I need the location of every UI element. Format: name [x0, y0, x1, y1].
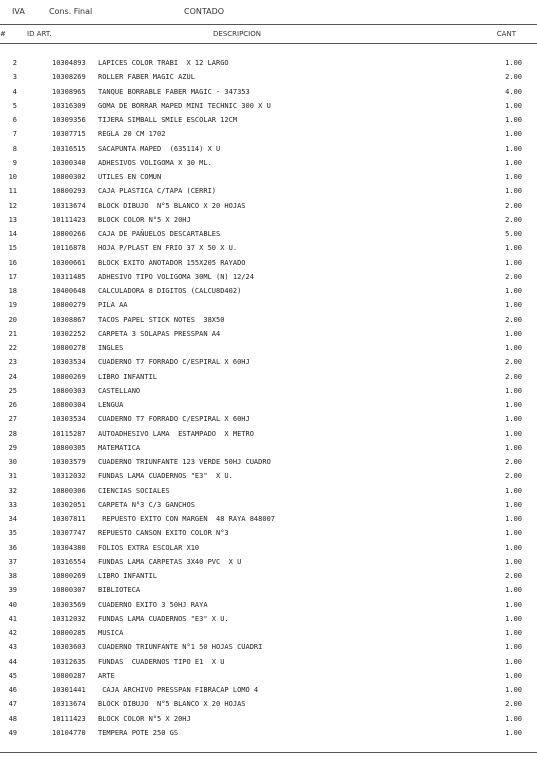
table-row [0, 341, 537, 355]
row-quantity: 1.00 [505, 244, 522, 253]
row-id: 10304893 [52, 59, 86, 67]
row-description: ADHESIVO TIPO VOLIGOMA 30ML (N) 12/24 [98, 272, 254, 281]
row-quantity: 2.00 [505, 472, 522, 481]
row-id: 10300340 [52, 158, 86, 167]
table-row [0, 484, 537, 498]
table-row [0, 99, 537, 113]
row-description: CALCULADORA 8 DIGITOS (CALCU8D402) [98, 287, 242, 295]
row-number: 16 [8, 258, 17, 267]
row-quantity: 1.00 [505, 543, 522, 552]
row-number: 27 [8, 415, 17, 424]
row-description: AUTOADHESIVO LAMA ESTAMPADO X METRO [98, 429, 254, 438]
table-row [0, 469, 537, 483]
table-header [0, 24, 537, 44]
row-id: 10111423 [52, 215, 86, 224]
row-id: 10400648 [52, 287, 86, 295]
row-description: TEMPERA POTE 250 GS [98, 728, 179, 737]
bottom-divider [0, 752, 537, 753]
table-row [0, 213, 537, 227]
row-id: 10800287 [52, 671, 86, 680]
table-row [0, 355, 537, 369]
table-row [0, 583, 537, 597]
row-id: 10302051 [52, 500, 86, 509]
row-number: 11 [8, 187, 17, 196]
row-number: 17 [8, 272, 17, 281]
row-description: TACOS PAPEL STICK NOTES 38X50 [98, 315, 225, 324]
row-number: 9 [12, 158, 17, 167]
row-id: 10312635 [52, 657, 86, 666]
row-quantity: 2.00 [505, 372, 522, 381]
row-id: 10111423 [52, 714, 86, 723]
invoice-top-line [0, 0, 537, 22]
row-number: 49 [8, 728, 17, 737]
row-id: 10313674 [52, 201, 86, 210]
table-row [0, 170, 537, 184]
row-description: ARTE [98, 671, 115, 680]
row-quantity: 1.00 [505, 600, 522, 609]
table-row [0, 655, 537, 669]
row-quantity: 1.00 [505, 443, 522, 452]
row-quantity: 1.00 [505, 301, 522, 310]
row-description: BLOCK DIBUJO N°5 BLANCO X 20 HOJAS [98, 201, 246, 210]
row-quantity: 1.00 [505, 629, 522, 637]
row-quantity: 1.00 [505, 586, 522, 595]
table-row [0, 56, 537, 70]
row-description: PILA AA [98, 301, 128, 310]
row-number: 39 [8, 586, 17, 595]
table-row [0, 683, 537, 697]
table-row [0, 270, 537, 284]
row-quantity: 2.00 [505, 201, 522, 210]
row-quantity: 2.00 [505, 458, 522, 466]
row-description: GOMA DE BORRAR MAPED MINI TECHNIC 300 X U [98, 101, 271, 110]
items-table [0, 56, 537, 740]
row-description: BLOCK EXITO ANOTADOR 155X205 RAYADO [98, 258, 246, 267]
row-id: 10800293 [52, 187, 86, 196]
row-description: BLOCK DIBUJO N°5 BLANCO X 20 HOJAS [98, 700, 246, 709]
table-row [0, 598, 537, 612]
row-quantity: 1.00 [505, 557, 522, 566]
row-id: 10800278 [52, 344, 86, 352]
row-quantity: 1.00 [505, 187, 522, 196]
row-description: LIBRO INFANTIL [98, 572, 158, 580]
row-description: CUADERNO T7 FORRADO C/ESPIRAL X 60HJ [98, 358, 250, 367]
row-number: 21 [8, 329, 17, 338]
row-description: CAJA PLASTICA C/TAPA (CERRI) [98, 187, 217, 196]
row-number: 37 [8, 557, 17, 566]
row-id: 10302252 [52, 329, 86, 338]
row-id: 10800306 [52, 486, 86, 495]
row-number: 6 [12, 116, 17, 124]
row-number: 40 [8, 600, 17, 609]
table-row [0, 70, 537, 84]
table-row [0, 412, 537, 426]
row-quantity: 2.00 [505, 572, 522, 580]
row-id: 10104770 [52, 728, 86, 737]
row-description: TANQUE BORRABLE FABER MAGIC - 347353 [98, 87, 250, 96]
row-number: 13 [8, 215, 17, 224]
row-description: CUADERNO TRIUNFANTE 123 VERDE 50HJ CUADRO [98, 458, 271, 466]
row-quantity: 2.00 [505, 700, 522, 709]
row-number: 29 [8, 443, 17, 452]
row-quantity: 1.00 [505, 643, 522, 652]
row-description: REPUESTO EXITO CON MARGEN 48 RAYA 848007 [98, 515, 276, 523]
row-quantity: 1.00 [505, 344, 522, 352]
row-number: 34 [8, 515, 17, 523]
row-id: 10800302 [52, 173, 86, 181]
header-desc: DESCRIPCION [213, 30, 261, 38]
row-number: 36 [8, 543, 17, 552]
row-id: 10308965 [52, 87, 86, 96]
row-number: 43 [8, 643, 17, 652]
row-description: CUADERNO T7 FORRADO C/ESPIRAL X 60HJ [98, 415, 250, 424]
row-description: ADHESIVOS VOLIGOMA X 30 ML. [98, 158, 212, 167]
row-number: 33 [8, 500, 17, 509]
row-quantity: 1.00 [505, 386, 522, 395]
row-id: 10307715 [52, 130, 86, 139]
row-description: FUNDAS LAMA CUADERNOS "E3" X U. [98, 614, 229, 623]
row-number: 24 [8, 372, 17, 381]
table-row [0, 370, 537, 384]
row-description: MUSICA [98, 629, 124, 637]
row-description: INGLES [98, 344, 124, 352]
table-row [0, 156, 537, 170]
row-quantity: 2.00 [505, 215, 522, 224]
payment-type: CONTADO [184, 7, 225, 16]
header-num: # [0, 30, 6, 38]
row-description: ROLLER FABER MAGIC AZUL [98, 73, 195, 82]
table-row [0, 441, 537, 455]
row-quantity: 1.00 [505, 116, 522, 124]
row-description: CARPETA 3 SOLAPAS PRESSPAN A4 [98, 329, 221, 338]
row-number: 31 [8, 472, 17, 481]
row-description: CIENCIAS SOCIALES [98, 486, 170, 495]
row-number: 30 [8, 458, 17, 466]
row-number: 25 [8, 386, 17, 395]
row-number: 18 [8, 287, 17, 295]
row-quantity: 1.00 [505, 429, 522, 438]
row-number: 14 [8, 230, 17, 238]
row-quantity: 1.00 [505, 515, 522, 523]
table-row [0, 612, 537, 626]
row-number: 41 [8, 614, 17, 623]
row-id: 10309356 [52, 116, 86, 124]
table-row [0, 555, 537, 569]
table-row [0, 626, 537, 640]
row-id: 10308269 [52, 73, 86, 82]
table-row [0, 142, 537, 156]
row-number: 22 [8, 344, 17, 352]
row-quantity: 1.00 [505, 686, 522, 694]
row-id: 10316309 [52, 101, 86, 110]
row-id: 10312032 [52, 614, 86, 623]
row-id: 10303569 [52, 600, 86, 609]
row-id: 10307747 [52, 529, 86, 538]
row-number: 44 [8, 657, 17, 666]
row-id: 10303534 [52, 358, 86, 367]
row-id: 10316515 [52, 144, 86, 153]
row-description: CARPETA N°3 C/3 GANCHOS [98, 500, 195, 509]
row-description: BIBLIOTECA [98, 586, 141, 595]
row-id: 10800285 [52, 629, 86, 637]
row-description: REGLA 20 CM 1702 [98, 130, 166, 139]
row-description: LENGUA [98, 401, 124, 409]
row-description: UTILES EN COMUN [98, 173, 162, 181]
row-number: 42 [8, 629, 17, 637]
row-description: CAJA DE PAÑUELOS DESCARTABLES [98, 230, 221, 238]
table-row [0, 427, 537, 441]
row-id: 10800304 [52, 401, 86, 409]
row-id: 10311485 [52, 272, 86, 281]
row-number: 28 [8, 429, 17, 438]
row-id: 10300661 [52, 258, 86, 267]
row-description: SACAPUNTA MAPED (635114) X U [98, 144, 221, 153]
table-row [0, 227, 537, 241]
table-row [0, 113, 537, 127]
row-id: 10800307 [52, 586, 86, 595]
row-quantity: 1.00 [505, 415, 522, 424]
row-id: 10800266 [52, 230, 86, 238]
row-id: 10116878 [52, 244, 86, 253]
table-row [0, 256, 537, 270]
row-id: 10316554 [52, 557, 86, 566]
row-number: 23 [8, 358, 17, 367]
row-number: 26 [8, 401, 17, 409]
row-number: 10 [8, 173, 17, 181]
row-number: 4 [12, 87, 17, 96]
row-id: 10800269 [52, 572, 86, 580]
row-quantity: 1.00 [505, 173, 522, 181]
row-id: 10800279 [52, 301, 86, 310]
row-number: 3 [12, 73, 17, 82]
row-id: 10303603 [52, 643, 86, 652]
row-quantity: 1.00 [505, 500, 522, 509]
table-row [0, 712, 537, 726]
row-quantity: 2.00 [505, 73, 522, 82]
table-row [0, 569, 537, 583]
table-row [0, 512, 537, 526]
row-description: CUADERNO EXITO 3 50HJ RAYA [98, 600, 208, 609]
row-number: 35 [8, 529, 17, 538]
row-description: LIBRO INFANTIL [98, 372, 158, 381]
row-id: 10304380 [52, 543, 86, 552]
row-description: FOLIOS EXTRA ESCOLAR X10 [98, 543, 200, 552]
table-row [0, 127, 537, 141]
table-row [0, 199, 537, 213]
header-id: ID ART. [27, 30, 52, 38]
row-number: 5 [12, 101, 17, 110]
row-number: 45 [8, 671, 17, 680]
table-row [0, 398, 537, 412]
row-number: 32 [8, 486, 17, 495]
row-number: 2 [12, 59, 17, 67]
table-row [0, 455, 537, 469]
table-row [0, 85, 537, 99]
row-quantity: 1.00 [505, 329, 522, 338]
row-id: 10308867 [52, 315, 86, 324]
row-number: 7 [12, 130, 17, 139]
row-id: 10800305 [52, 443, 86, 452]
row-quantity: 1.00 [505, 529, 522, 538]
row-id: 10800269 [52, 372, 86, 381]
table-row [0, 184, 537, 198]
row-quantity: 1.00 [505, 59, 522, 67]
row-number: 12 [8, 201, 17, 210]
table-row [0, 640, 537, 654]
row-quantity: 2.00 [505, 315, 522, 324]
row-description: BLOCK COLOR N°5 X 20HJ [98, 714, 191, 723]
row-number: 48 [8, 714, 17, 723]
table-row [0, 669, 537, 683]
row-id: 10303579 [52, 458, 86, 466]
table-row [0, 541, 537, 555]
row-description: TIJERA SIMBALL SMILE ESCOLAR 12CM [98, 116, 238, 124]
row-quantity: 1.00 [505, 144, 522, 153]
row-description: FUNDAS CUADERNOS TIPO E1 X U [98, 657, 225, 666]
row-number: 8 [12, 144, 17, 153]
row-quantity: 1.00 [505, 486, 522, 495]
row-description: CAJA ARCHIVO PRESSPAN FIBRACAP LOMO 4 [98, 686, 259, 694]
row-quantity: 1.00 [505, 728, 522, 737]
row-id: 10312032 [52, 472, 86, 481]
table-row [0, 284, 537, 298]
row-description: FUNDAS LAMA CARPETAS 3X40 PVC X U [98, 557, 242, 566]
row-number: 20 [8, 315, 17, 324]
header-qty: CANT [496, 30, 516, 38]
row-id: 10303534 [52, 415, 86, 424]
row-number: 19 [8, 301, 17, 310]
table-row [0, 498, 537, 512]
row-quantity: 2.00 [505, 358, 522, 367]
table-row [0, 697, 537, 711]
row-quantity: 1.00 [505, 614, 522, 623]
row-description: CASTELLANO [98, 386, 141, 395]
tax-condition: Cons. Final [49, 7, 93, 16]
row-quantity: 4.00 [505, 87, 522, 96]
row-number: 46 [8, 686, 17, 694]
row-description: HOJA P/PLAST EN FRIO 37 X 50 X U. [98, 244, 238, 253]
row-number: 15 [8, 244, 17, 253]
row-id: 10301441 [52, 686, 86, 694]
table-row [0, 726, 537, 740]
table-row [0, 313, 537, 327]
row-description: LAPICES COLOR TRABI X 12 LARGO [98, 59, 229, 67]
table-row [0, 384, 537, 398]
row-description: MATEMATICA [98, 443, 141, 452]
table-row [0, 327, 537, 341]
row-quantity: 1.00 [505, 714, 522, 723]
row-quantity: 2.00 [505, 272, 522, 281]
row-id: 10800303 [52, 386, 86, 395]
row-quantity: 1.00 [505, 130, 522, 139]
row-quantity: 1.00 [505, 258, 522, 267]
row-id: 10115287 [52, 429, 86, 438]
table-row [0, 526, 537, 540]
row-quantity: 1.00 [505, 158, 522, 167]
row-description: BLOCK COLOR N°5 X 20HJ [98, 215, 191, 224]
row-id: 10313674 [52, 700, 86, 709]
row-quantity: 1.00 [505, 101, 522, 110]
row-quantity: 1.00 [505, 287, 522, 295]
row-quantity: 1.00 [505, 671, 522, 680]
row-quantity: 1.00 [505, 657, 522, 666]
row-description: FUNDAS LAMA CUADERNOS "E3" X U. [98, 472, 233, 481]
row-number: 38 [8, 572, 17, 580]
row-description: REPUESTO CANSON EXITO COLOR N°3 [98, 529, 229, 538]
row-quantity: 5.00 [505, 230, 522, 238]
row-description: CUADERNO TRIUNFANTE N°1 50 HOJAS CUADRI [98, 643, 263, 652]
table-row [0, 241, 537, 255]
iva-label: IVA [12, 7, 25, 16]
row-id: 10307811 [52, 515, 86, 523]
table-row [0, 298, 537, 312]
row-quantity: 1.00 [505, 401, 522, 409]
row-number: 47 [8, 700, 17, 709]
